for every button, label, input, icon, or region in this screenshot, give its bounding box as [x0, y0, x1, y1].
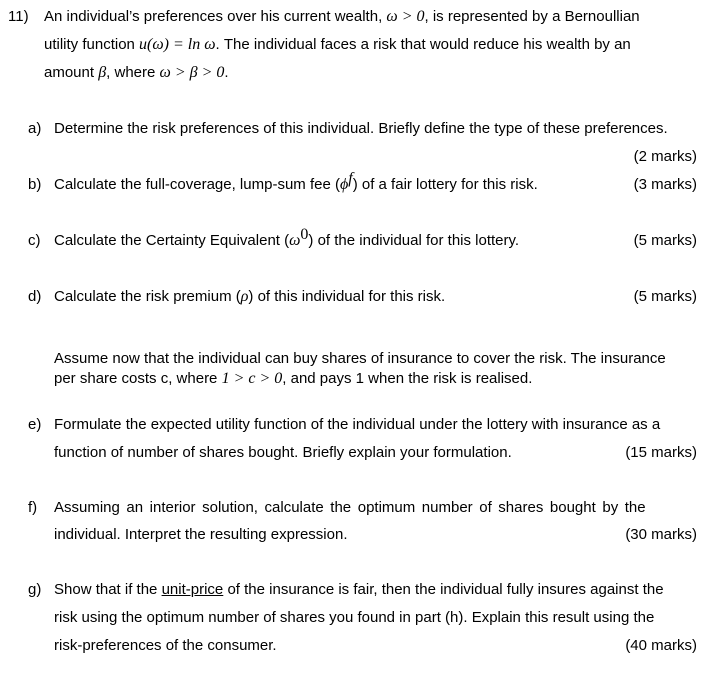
part-b-text-1: Calculate the full-coverage, lump-sum fee (	[54, 176, 340, 193]
part-g-label: g)	[28, 581, 42, 598]
part-e-line-1: Formulate the expected utility function of the individual under the lottery with insurance as a	[54, 416, 661, 433]
part-c-text-1: Calculate the Certainty Equivalent (	[54, 232, 290, 249]
part-g-marks: (40 marks)	[625, 637, 697, 654]
math-phi-sup: f	[348, 170, 353, 187]
math-price-range: 1 > c > 0	[221, 370, 283, 387]
part-a-marks: (2 marks)	[633, 148, 697, 165]
part-g-line-2: risk using the optimum number of shares you found in part (h). Explain this result using the	[54, 609, 655, 626]
part-f-label: f)	[28, 499, 38, 516]
part-e-line-2: function of number of shares bought. Briefly explain your formulation.	[54, 444, 512, 461]
part-c-label: c)	[28, 232, 41, 249]
part-g-unit-price: unit-price	[161, 581, 224, 598]
part-d-text-2: ) of this individual for this risk.	[248, 288, 446, 305]
part-b-text	[54, 170, 538, 194]
part-d-marks: (5 marks)	[633, 288, 697, 305]
intro-text: amount	[44, 64, 99, 81]
part-f-line-2: individual. Interpret the resulting expression.	[54, 526, 348, 543]
assume-line-1: Assume now that the individual can buy shares of insurance to cover the risk. The insurance	[54, 350, 666, 367]
part-b-marks: (3 marks)	[633, 176, 697, 193]
part-e-label: e)	[28, 416, 42, 433]
math-utility-function: u(ω) = ln ω	[139, 36, 216, 53]
part-f-line-1: Assuming an interior solution, calculate the optimum number of shares bought by the	[54, 499, 646, 516]
intro-text: An individual’s preferences over his current wealth,	[44, 8, 387, 25]
part-e-marks: (15 marks)	[625, 444, 697, 461]
part-g-text: Show that if the	[54, 581, 162, 598]
part-d-label: d)	[28, 288, 42, 305]
intro-line-3	[44, 64, 229, 82]
part-c-text-2: ) of the individual for this lottery.	[308, 232, 520, 249]
intro-text: , where	[106, 64, 160, 81]
math-rho: ρ	[240, 288, 249, 305]
intro-text: utility function	[44, 36, 140, 53]
part-f-marks: (30 marks)	[625, 526, 697, 543]
assume-line-2	[54, 370, 532, 388]
assume-text: per share costs c, where	[54, 370, 222, 387]
part-b-text-2: ) of a fair lottery for this risk.	[352, 176, 538, 193]
intro-text: , is represented by a Bernoullian	[424, 8, 640, 25]
part-g-line-3: risk-preferences of the consumer.	[54, 637, 277, 654]
part-g-line-1	[54, 581, 664, 598]
part-c-text	[54, 226, 520, 250]
part-a-text: Determine the risk preferences of this individual. Briefly define the type of these preferences.	[54, 120, 668, 137]
part-b-label: b)	[28, 176, 42, 193]
part-g-text: of the insurance is fair, then the individual fully insures against the	[223, 581, 664, 598]
math-beta: β	[98, 64, 107, 81]
part-c-marks: (5 marks)	[633, 232, 697, 249]
part-d-text-1: Calculate the risk premium (	[54, 288, 241, 305]
math-omega0-sup: 0	[300, 226, 309, 243]
intro-text: .	[224, 64, 229, 81]
part-d-text	[54, 288, 445, 306]
intro-line-1	[44, 8, 640, 26]
math-omega0: ω	[289, 232, 301, 249]
math-omega-positive: ω > 0	[386, 8, 425, 25]
part-a-label: a)	[28, 120, 42, 137]
math-inequality: ω > β > 0	[159, 64, 225, 81]
assume-text: , and pays 1 when the risk is realised.	[282, 370, 533, 387]
question-number: 11)	[8, 8, 29, 25]
intro-line-2	[44, 36, 631, 54]
intro-text: . The individual faces a risk that would reduce his wealth by an	[215, 36, 631, 53]
math-phi: ϕ	[339, 176, 349, 193]
